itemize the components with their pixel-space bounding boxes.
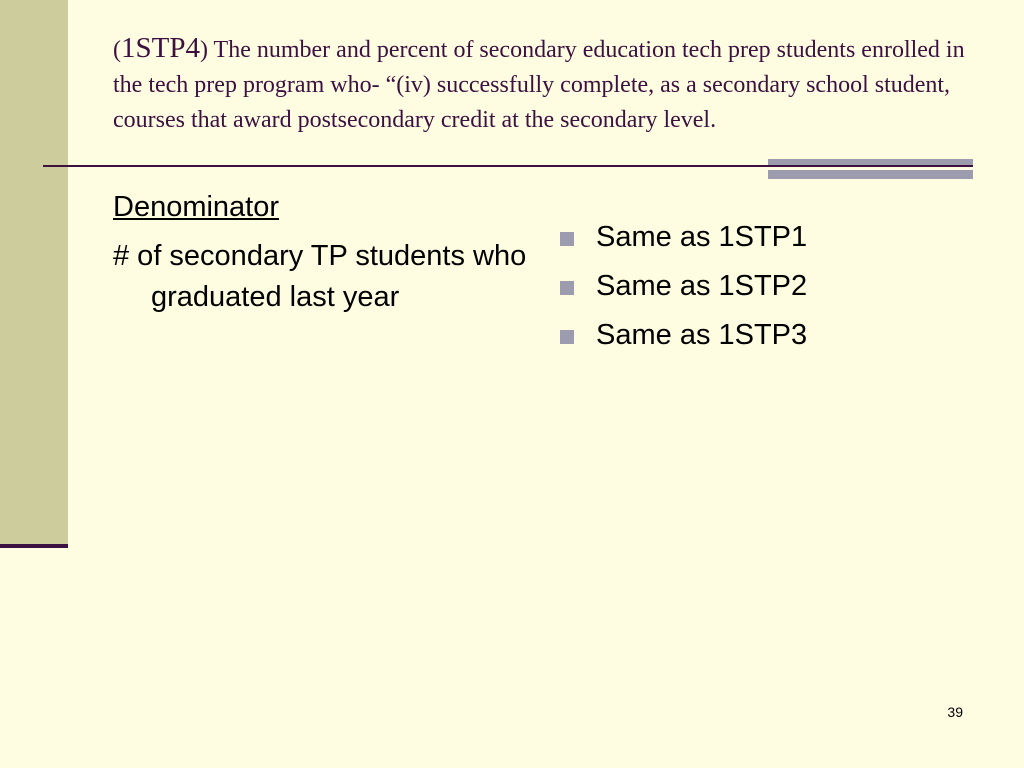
title-open-paren: ( [113, 37, 121, 63]
bullet-item [560, 311, 980, 360]
square-bullet-icon [560, 232, 574, 246]
square-bullet-icon [560, 281, 574, 295]
title-divider [43, 165, 973, 167]
bullet-list [560, 213, 980, 360]
bullet-item [560, 213, 980, 262]
bullet-item [560, 262, 980, 311]
denominator-text: # of secondary TP students who graduated last year [113, 240, 527, 313]
square-bullet-icon [560, 330, 574, 344]
bullet-text: Same as 1STP2 [596, 270, 808, 302]
sidebar-accent-bar [0, 544, 68, 548]
bullet-text: Same as 1STP3 [596, 319, 808, 351]
denominator-section [113, 188, 533, 318]
title-text: ) The number and percent of secondary education tech prep students enrolled in the tech prep program who- “(iv) successfully complete, as a secondary school student, courses that award postsecondary credit at the secondary level. [113, 37, 965, 133]
title-code: 1STP4 [121, 32, 200, 64]
slide-title [113, 31, 983, 138]
page-number: 39 [947, 704, 963, 720]
bullet-text: Same as 1STP1 [596, 221, 808, 253]
denominator-heading: Denominator [113, 191, 280, 223]
sidebar-decoration [0, 0, 68, 545]
